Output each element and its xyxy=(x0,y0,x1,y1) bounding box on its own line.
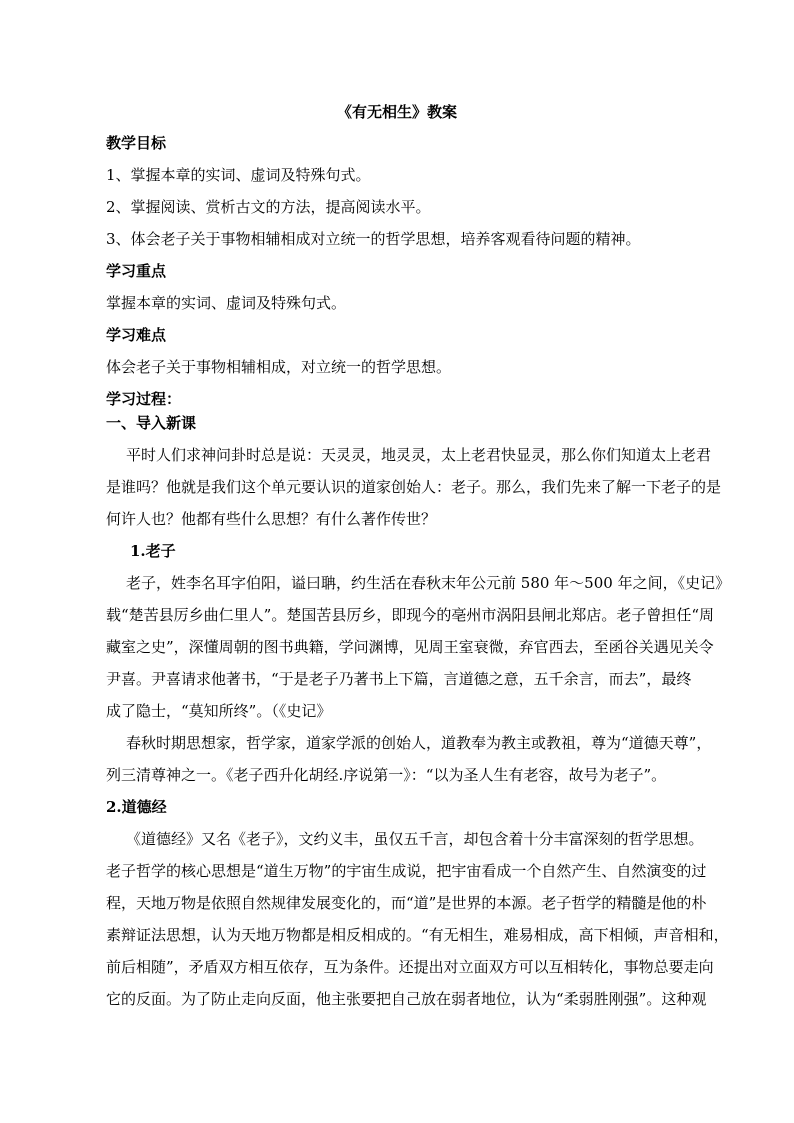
laozi2-line-1: 春秋时期思想家，哲学家，道家学派的创始人，道教奉为教主或教祖，尊为“道德天尊”， xyxy=(126,734,712,752)
section1-heading: 一、导入新课 xyxy=(106,414,197,432)
intro-line-2: 是谁吗？他就是我们这个单元要认识的道家创始人：老子。那么，我们先来了解一下老子的是 xyxy=(106,478,722,496)
ddj-line-1: 《道德经》又名《老子》，文约义丰，虽仅五千言，却包含着十分丰富深刻的哲学思想。 xyxy=(126,830,704,848)
intro-line-1: 平时人们求神问卦时总是说：天灵灵，地灵灵，太上老君快显灵，那么你们知道太上老君 xyxy=(126,446,712,464)
intro-line-3: 何许人也？他都有些什么思想？有什么著作传世？ xyxy=(106,510,437,528)
laozi-line-4: 尹喜。尹喜请求他著书，“于是老子乃著书上下篇，言道德之意，五千余言，而去”，最终 xyxy=(106,670,692,688)
goal-item-3: 3、体会老子关于事物相辅相成对立统一的哲学思想，培养客观看待问题的精神。 xyxy=(106,230,641,248)
key-text: 掌握本章的实词、虚词及特殊句式。 xyxy=(106,294,347,312)
ddj-line-4: 素辩证法思想，认为天地万物都是相反相成的。“有无相生，难易相成，高下相倾，声音相和， xyxy=(106,926,729,944)
laozi2-line-2: 列三清尊神之一。《老子西升化胡经.序说第一》：“以为圣人生有老容，故号为老子”。 xyxy=(106,766,667,784)
goal-item-1: 1、掌握本章的实词、虚词及特殊句式。 xyxy=(106,166,371,184)
key-heading: 学习重点 xyxy=(106,262,167,280)
ddj-line-6: 它的反面。为了防止走向反面，他主张要把自己放在弱者地位，认为“柔弱胜刚强”。这种观 xyxy=(106,990,707,1008)
laozi-line-5: 成了隐士，“莫知所终”。（《史记》 xyxy=(106,702,332,720)
ddj-line-2: 老子哲学的核心思想是“道生万物”的宇宙生成说，把宇宙看成一个自然产生、自然演变的过 xyxy=(106,862,707,880)
goal-heading: 教学目标 xyxy=(106,134,167,152)
difficulty-text: 体会老子关于事物相辅相成，对立统一的哲学思想。 xyxy=(106,358,452,376)
laozi-line-1: 老子，姓李名耳字伯阳，谥曰聃，约生活在春秋末年公元前 580 年～500 年之间，《史记》 xyxy=(126,574,731,592)
sub2-heading: 2.道德经 xyxy=(106,798,167,816)
document-title: 《有无相生》教案 xyxy=(336,103,457,121)
laozi-line-2: 载“楚苦县厉乡曲仁里人”。楚国苦县厉乡，即现今的亳州市涡阳县闸北郑店。老子曾担任“周 xyxy=(106,606,715,624)
ddj-line-3: 程，天地万物是依照自然规律发展变化的，而“道”是世界的本源。老子哲学的精髓是他的朴 xyxy=(106,894,707,912)
laozi-line-3: 藏室之史”，深懂周朝的图书典籍，学问渊博，见周王室衰微，弃官西去，至函谷关遇见关令 xyxy=(106,638,714,656)
difficulty-heading: 学习难点 xyxy=(106,326,167,344)
ddj-line-5: 前后相随”，矛盾双方相互依存，互为条件。还提出对立面双方可以互相转化，事物总要走向 xyxy=(106,958,714,976)
sub1-heading: 1.老子 xyxy=(130,542,176,560)
goal-item-2: 2、掌握阅读、赏析古文的方法，提高阅读水平。 xyxy=(106,198,431,216)
process-heading: 学习过程： xyxy=(106,390,182,408)
